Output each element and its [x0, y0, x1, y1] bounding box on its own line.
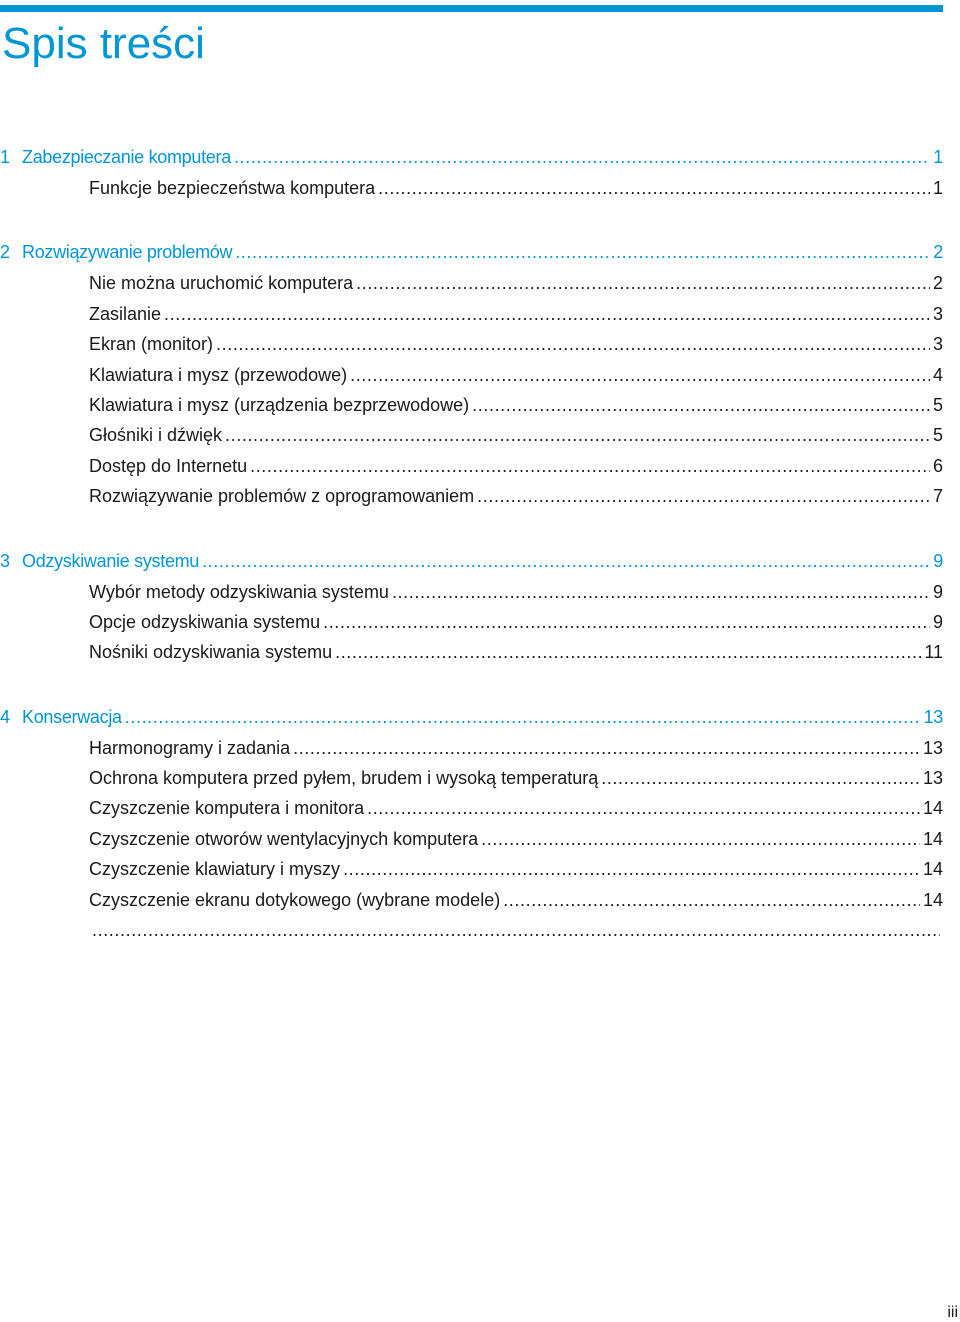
page-number: 1 [933, 147, 943, 167]
page-number: 2 [933, 242, 943, 263]
chapter-number: 2 [0, 242, 10, 263]
dot-leader [293, 733, 920, 763]
toc-entry[interactable] [0, 173, 943, 203]
page-number: 7 [932, 486, 943, 507]
page-number: 13 [922, 737, 943, 758]
dot-leader [367, 793, 920, 823]
toc-chapter-4 [0, 701, 943, 946]
entry-title: Nośniki odzyskiwania systemu [89, 642, 333, 663]
entry-title: Funkcje bezpieczeństwa komputera [89, 178, 376, 198]
entry-title: Nie można uruchomić komputera [89, 273, 354, 294]
table-of-contents [0, 141, 943, 978]
entry-title: Głośniki i dźwięk [89, 425, 223, 446]
entry-title: Czyszczenie otworów wentylacyjnych komputera [89, 828, 479, 849]
toc-entry[interactable] [0, 390, 943, 420]
dot-leader [335, 637, 921, 667]
page-number: 13 [923, 706, 943, 727]
page-number: 9 [932, 581, 943, 602]
dot-leader [235, 236, 930, 268]
dot-leader [92, 915, 940, 945]
page-number: 11 [924, 642, 943, 663]
dot-leader [234, 141, 930, 173]
toc-entry[interactable] [0, 733, 943, 763]
page-number: 3 [932, 334, 943, 355]
toc-chapter-entry[interactable] [0, 701, 943, 733]
entry-title: Dostęp do Internetu [89, 455, 248, 476]
toc-entry[interactable] [0, 451, 943, 481]
toc-entry[interactable] [0, 420, 943, 450]
toc-chapter-3 [0, 545, 943, 668]
toc-entry[interactable] [0, 885, 943, 915]
chapter-title: Konserwacja [22, 706, 122, 727]
toc-entry[interactable] [0, 915, 943, 945]
dot-leader [250, 451, 930, 481]
entry-title: Czyszczenie komputera i monitora [89, 798, 365, 819]
footer-page-number: iii [947, 1304, 958, 1321]
dot-leader [378, 173, 930, 203]
toc-entry[interactable] [0, 329, 943, 359]
chapter-number: 4 [0, 706, 10, 727]
page-number: 6 [932, 455, 943, 476]
toc-chapter-entry[interactable] [0, 141, 943, 173]
toc-entry[interactable] [0, 763, 943, 793]
dot-leader [125, 701, 921, 733]
entry-title: Ochrona komputera przed pyłem, brudem i wysoką temperaturą [89, 768, 599, 789]
dot-leader [392, 577, 930, 607]
entry-title: Harmonogramy i zadania [89, 737, 291, 758]
dot-leader [225, 420, 930, 450]
dot-leader [481, 824, 920, 854]
toc-entry[interactable] [0, 299, 943, 329]
page-number: 1 [932, 178, 943, 198]
entry-title: Rozwiązywanie problemów z oprogramowaniem [89, 486, 475, 507]
dot-leader [350, 360, 930, 390]
page-number: 2 [932, 273, 943, 294]
toc-entry[interactable] [0, 824, 943, 854]
toc-chapter-entry[interactable] [0, 545, 943, 577]
toc-entry[interactable] [0, 268, 943, 298]
toc-entry[interactable] [0, 793, 943, 823]
dot-leader [477, 481, 930, 511]
chapter-title: Rozwiązywanie problemów [22, 242, 233, 263]
toc-entry[interactable] [0, 481, 943, 511]
page-number: 4 [932, 364, 943, 385]
dot-leader [216, 329, 930, 359]
page-number: 3 [932, 303, 943, 324]
page-number: 9 [933, 550, 943, 571]
page-number: 14 [922, 828, 943, 849]
toc-entry[interactable] [0, 360, 943, 390]
page-number: 14 [922, 798, 943, 819]
chapter-title: Odzyskiwanie systemu [22, 550, 200, 571]
chapter-number: 3 [0, 550, 10, 571]
entry-title: Ekran (monitor) [89, 334, 214, 355]
page-number: 13 [922, 768, 943, 789]
dot-leader [472, 390, 930, 420]
entry-title: Klawiatura i mysz (przewodowe) [89, 364, 348, 385]
dot-leader [356, 268, 930, 298]
entry-title: Zasilanie [89, 303, 162, 324]
entry-title: Czyszczenie klawiatury i myszy [89, 859, 341, 880]
toc-entry[interactable] [0, 577, 943, 607]
page-number: 5 [932, 425, 943, 446]
dot-leader [343, 854, 920, 884]
toc-entry[interactable] [0, 637, 943, 667]
dot-leader [323, 607, 930, 637]
page-number: 9 [932, 611, 943, 632]
dot-leader [164, 299, 930, 329]
page-title: Spis treści [2, 19, 205, 68]
toc-entry[interactable] [0, 607, 943, 637]
toc-chapter-1 [0, 141, 943, 203]
entry-title: Klawiatura i mysz (urządzenia bezprzewodowe) [89, 394, 470, 415]
toc-chapter-2 [0, 236, 943, 511]
dot-leader [503, 885, 920, 915]
entry-title: Wybór metody odzyskiwania systemu [89, 581, 389, 602]
page-number: 14 [922, 859, 943, 880]
toc-chapter-entry[interactable] [0, 236, 943, 268]
page-number: 14 [922, 889, 943, 910]
entry-title: Opcje odzyskiwania systemu [89, 611, 321, 632]
chapter-number: 1 [0, 147, 10, 167]
entry-title: Czyszczenie ekranu dotykowego (wybrane modele) [89, 889, 501, 910]
page-number: 5 [932, 394, 943, 415]
dot-leader [601, 763, 920, 793]
header-rule [0, 5, 943, 12]
toc-entry[interactable] [0, 854, 943, 884]
chapter-title: Zabezpieczanie komputera [22, 147, 231, 167]
dot-leader [202, 545, 930, 577]
